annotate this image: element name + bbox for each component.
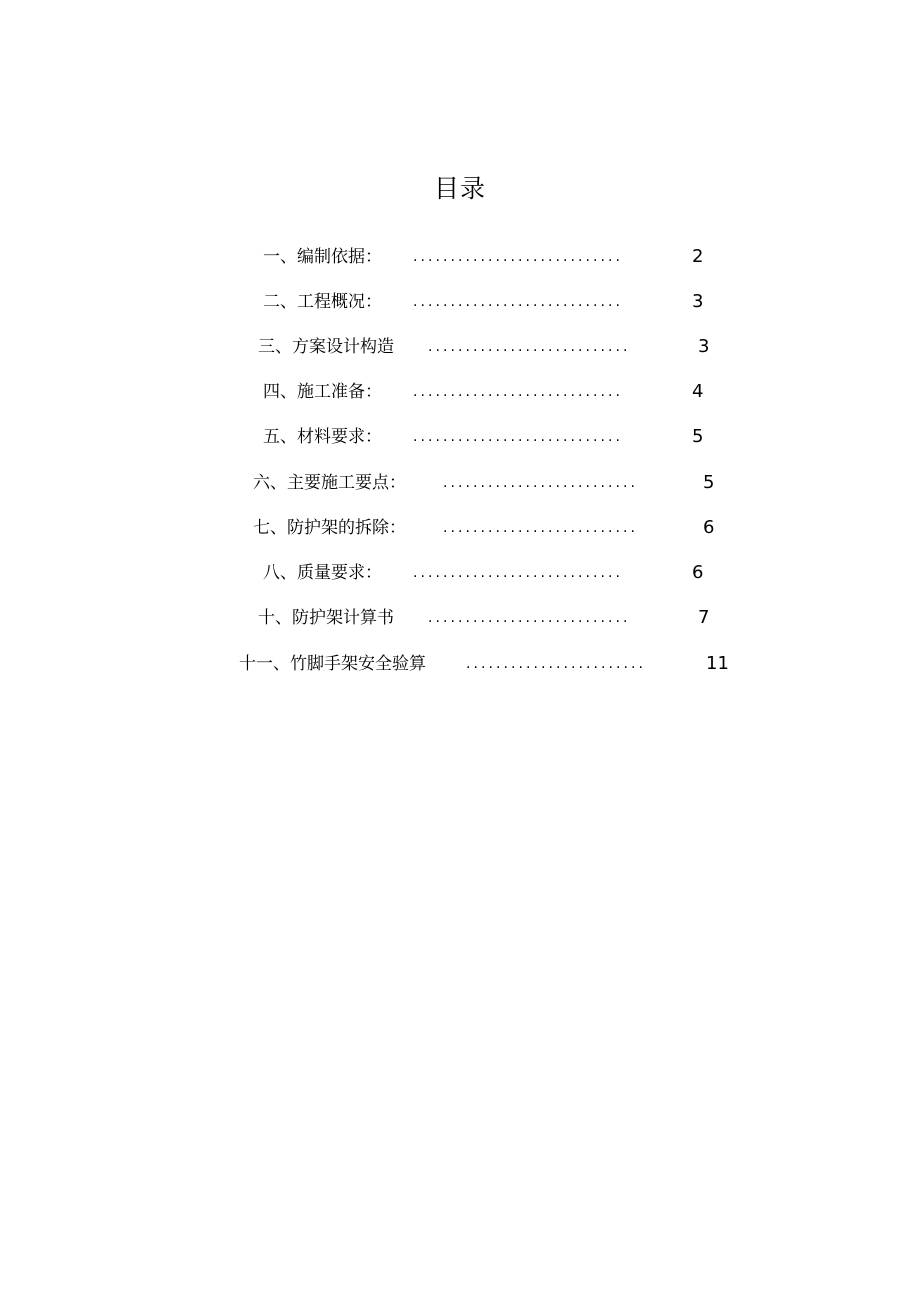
toc-entry-leader: ............................ [413, 429, 624, 445]
toc-entry-page: 6 [703, 517, 715, 538]
toc-entry[interactable] [0, 244, 920, 270]
toc-entry-page: 3 [692, 291, 704, 312]
toc-entry-label: 七、防护架的拆除： [253, 518, 406, 538]
toc-entry[interactable] [0, 379, 920, 405]
toc-entry-page: 5 [692, 426, 704, 447]
toc-entry[interactable] [0, 334, 920, 360]
toc-entry-label: 十一、竹脚手架安全验算 [239, 654, 426, 674]
toc-entry-page: 3 [698, 336, 710, 357]
toc-entry[interactable] [0, 470, 920, 496]
toc-entry[interactable] [0, 651, 920, 677]
toc-entry-label: 六、主要施工要点： [253, 473, 406, 493]
toc-entry-leader: ............................ [413, 249, 624, 265]
toc-entry-label: 三、方案设计构造 [258, 337, 394, 357]
toc-entry-label: 一、编制依据： [263, 247, 382, 267]
toc-entry-page: 6 [692, 562, 704, 583]
toc-entry-leader: ........................... [428, 610, 631, 626]
toc-entry-page: 7 [698, 607, 710, 628]
toc-entry[interactable] [0, 515, 920, 541]
toc-entry[interactable] [0, 560, 920, 586]
toc-entry-leader: .......................... [443, 475, 639, 491]
toc-entry[interactable] [0, 605, 920, 631]
toc-title: 目录 [433, 174, 486, 203]
toc-entry-leader: ............................ [413, 565, 624, 581]
toc-entry[interactable] [0, 424, 920, 450]
toc-entry-page: 2 [692, 246, 704, 267]
toc-entry-leader: ........................... [428, 339, 631, 355]
toc-entry-label: 四、施工准备： [263, 382, 382, 402]
toc-entry-page: 11 [706, 653, 729, 674]
toc-entry-page: 5 [703, 472, 715, 493]
toc-entry-label: 八、质量要求： [263, 563, 382, 583]
toc-entry-page: 4 [692, 381, 704, 402]
toc-entry[interactable] [0, 289, 920, 315]
toc-entry-label: 五、材料要求： [263, 427, 382, 447]
toc-entry-leader: ........................ [466, 656, 647, 672]
toc-entry-label: 二、工程概况： [263, 292, 382, 312]
toc-entry-label: 十、防护架计算书 [258, 608, 394, 628]
toc-entry-leader: ............................ [413, 294, 624, 310]
toc-entry-leader: ............................ [413, 384, 624, 400]
toc-entry-leader: .......................... [443, 520, 639, 536]
